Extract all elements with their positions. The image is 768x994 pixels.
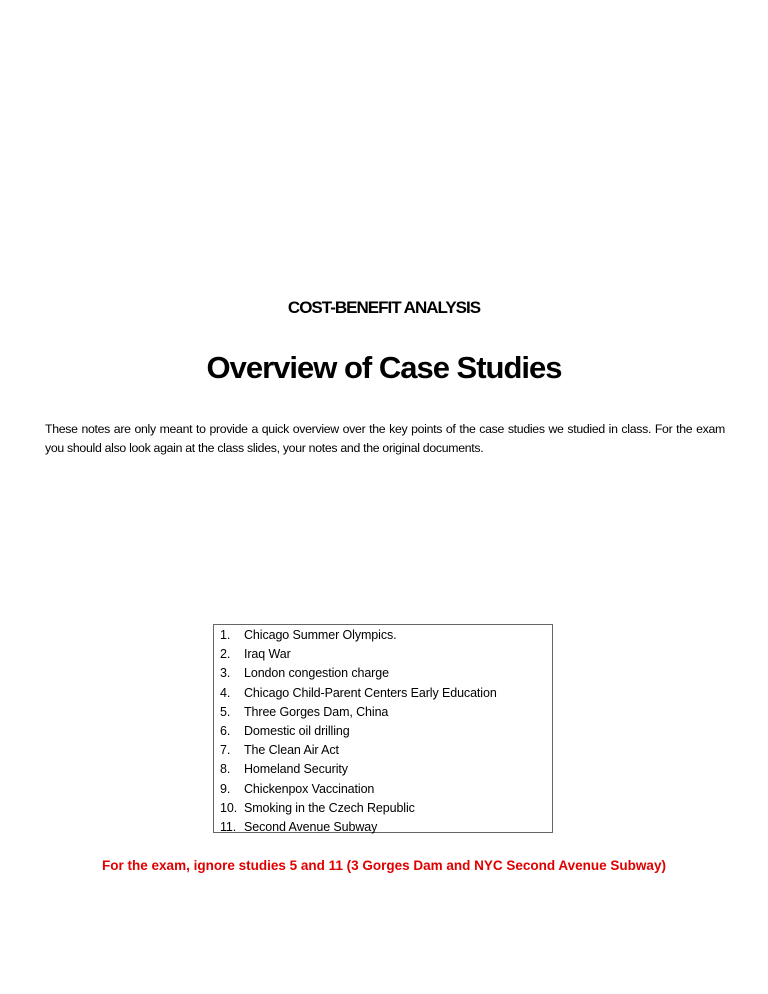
case-study-number: 7. <box>220 743 231 758</box>
case-study-label: Smoking in the Czech Republic <box>244 800 415 815</box>
case-study-item <box>220 780 552 799</box>
case-study-item <box>220 799 552 818</box>
intro-text: These notes are only meant to provide a quick overview over the key points of the case studies we studied in class. For the exam you should also look again at the class slides, your notes and the original documents. <box>45 422 725 455</box>
case-studies-box <box>213 624 553 833</box>
case-study-item <box>220 664 552 683</box>
intro-paragraph <box>45 420 725 458</box>
case-study-item <box>220 760 552 779</box>
case-study-number: 11. <box>220 819 237 834</box>
case-studies-list <box>214 625 552 837</box>
case-study-number: 6. <box>220 723 231 738</box>
case-study-number: 2. <box>220 647 231 662</box>
case-study-number: 4. <box>220 685 231 700</box>
case-study-number: 1. <box>220 628 231 642</box>
case-study-number: 9. <box>220 781 231 796</box>
case-study-label: London congestion charge <box>244 666 389 681</box>
case-study-number: 8. <box>220 762 231 777</box>
case-study-label: Iraq War <box>244 647 291 662</box>
case-study-item <box>220 645 552 664</box>
case-study-number: 10. <box>220 800 238 815</box>
case-study-label: Homeland Security <box>244 762 348 777</box>
case-study-label: Three Gorges Dam, China <box>244 704 389 719</box>
case-study-item <box>220 703 552 722</box>
case-study-label: Chicago Child-Parent Centers Early Education <box>244 685 497 700</box>
case-study-number: 5. <box>220 704 231 719</box>
case-study-number: 3. <box>220 666 231 681</box>
case-study-item <box>220 722 552 741</box>
case-study-item <box>220 818 552 837</box>
case-study-label: Domestic oil drilling <box>244 723 350 738</box>
document-title: Overview of Case Studies <box>206 350 562 385</box>
case-study-item <box>220 626 552 645</box>
case-study-item <box>220 741 552 760</box>
case-study-label: The Clean Air Act <box>244 743 339 758</box>
case-study-label: Second Avenue Subway <box>244 819 378 834</box>
case-study-item <box>220 684 552 703</box>
exam-note: For the exam, ignore studies 5 and 11 (3 Gorges Dam and NYC Second Avenue Subway) <box>102 858 666 873</box>
case-study-label: Chickenpox Vaccination <box>244 781 375 796</box>
document-subtitle: COST-BENEFIT ANALYSIS <box>287 298 481 317</box>
case-study-label: Chicago Summer Olympics. <box>244 628 397 642</box>
